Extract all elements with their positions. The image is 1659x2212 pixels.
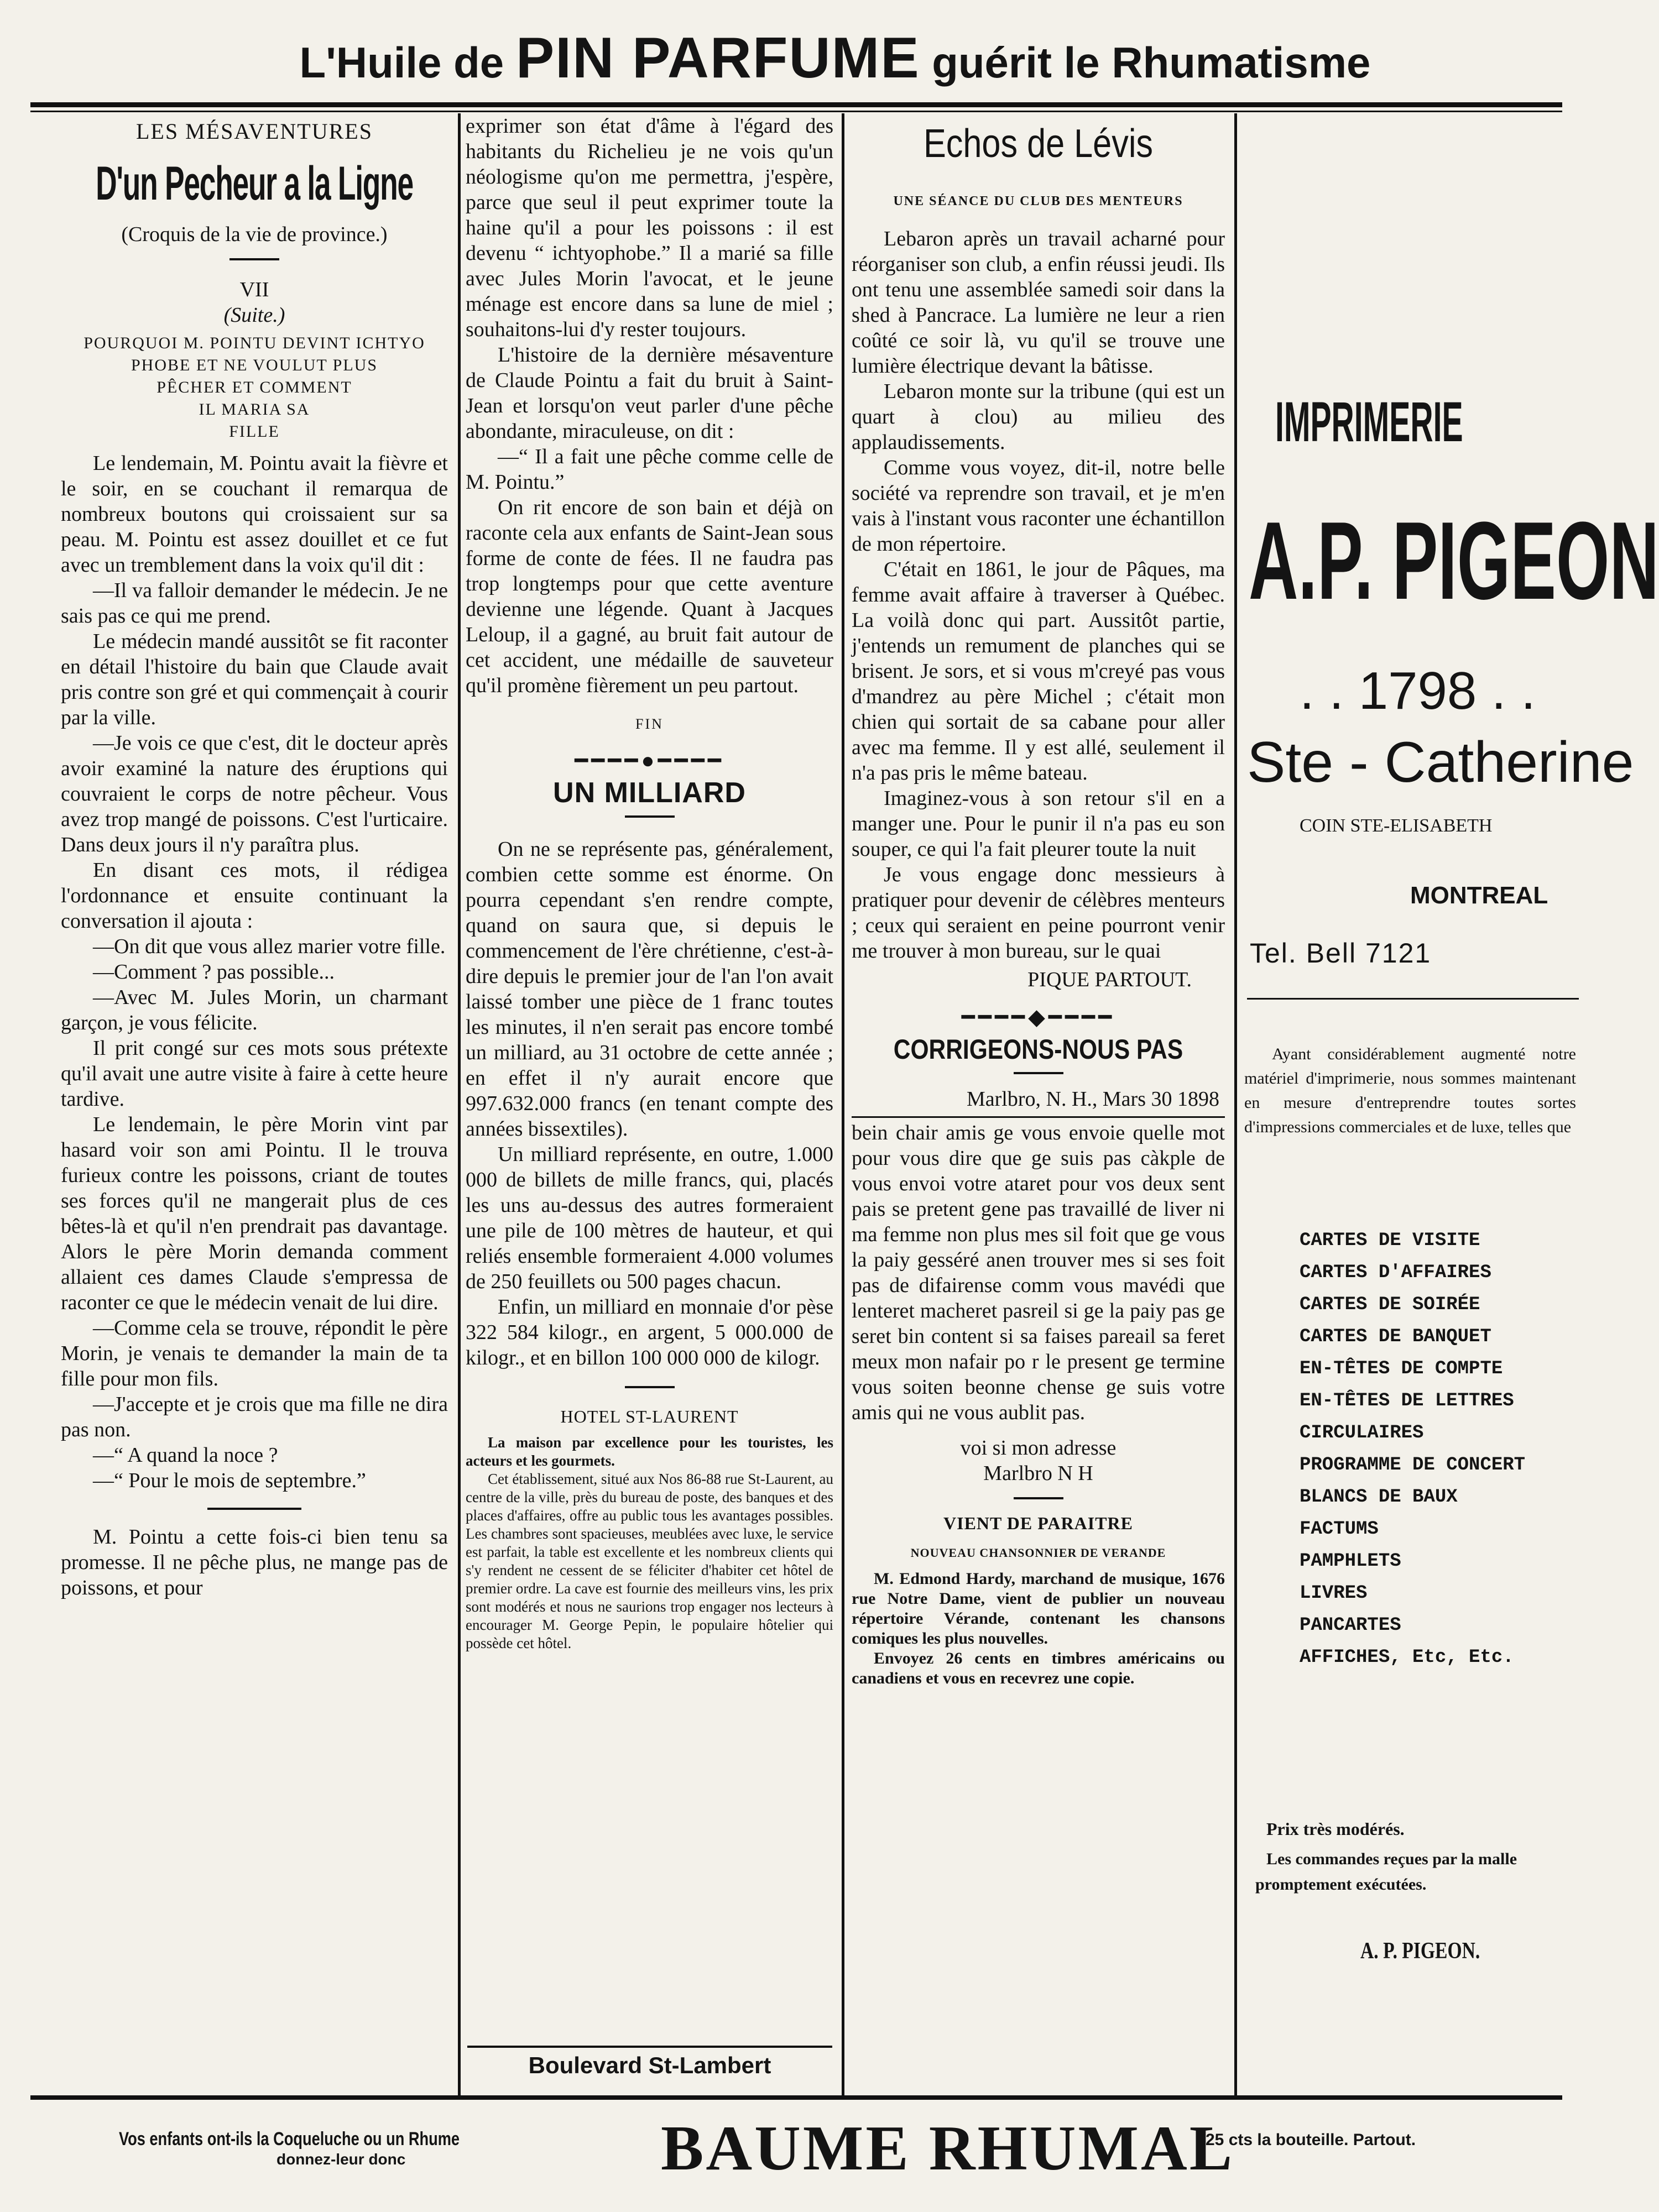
footer-left-text: Vos enfants ont-ils la Coqueluche ou un Rhume	[119, 2129, 460, 2150]
dateline: Marlbro, N. H., Mars 30 1898	[966, 1087, 1219, 1111]
services-list	[1300, 1225, 1587, 1674]
service-item: CARTES DE BANQUET	[1300, 1326, 1491, 1347]
column-divider-2	[842, 113, 844, 2098]
kicker: LES MÉSAVENTURES	[136, 119, 373, 144]
service-item: CIRCULAIRES	[1300, 1423, 1424, 1444]
prices-line: Prix très modérés.	[1266, 1819, 1405, 1839]
intro-text: Ayant considérablement augmenté notre matériel d'imprimerie, nous sommes maintenant en mesure d'entreprendre toutes sortes d'impressions commerciales et de luxe, telles que	[1244, 1045, 1576, 1136]
letter-text: bein chair amis ge vous envoie quelle mot pour vous dire que ge suis pas càkple de vous envoi votre ataret pour vos deux sent pais se pretent gene pas travaillé de liver ni ma femme non plus mes sil foit que ge vous la paiy gesséré anen trouver mes si ses foit pas de difairense comm vous mavédi que lenteret macheret pasreil si ge la paiy pas ge seret bin content si sa faises pareail sa feret meux mon nafair po r le present ge termine vous soiten beonne chense ge suis votre amis qui ne vous aublit pas.	[852, 1121, 1225, 1424]
echos-title: Echos de Lévis	[923, 122, 1154, 166]
paragraph: —Il va falloir demander le médecin. Je ne sais pas ce qui me prend.	[61, 579, 448, 627]
chapter-number: VII	[239, 278, 269, 301]
corner-line: COIN STE-ELISABETH	[1300, 815, 1493, 836]
vient-ad	[852, 1569, 1225, 1688]
service-item: PAMPHLETS	[1300, 1551, 1401, 1572]
fin-label: FIN	[635, 716, 664, 732]
paragraph: exprimer son état d'âme à l'égard des habitants du Richelieu je ne vois qu'un néologisme qu'on me permettra, j'espère, parce que seul il peut exprimer toute la haine qu'il a pour les poissons : il est devenu “ ichtyophobe.” Il a marié sa fille avec Jules Morin l'avocat, et le jeune ménage est encore dans sa lune de miel ; souhaitons-lui d'y rester toujours.	[466, 114, 833, 341]
divider-short	[1014, 1497, 1063, 1499]
banner-part3: guérit le Rhumatisme	[932, 38, 1371, 87]
top-banner	[199, 22, 1471, 94]
paragraph: —Comme cela se trouve, répondit le père Morin, je venais te demander la main de ta fille pour mon fils.	[61, 1316, 448, 1390]
paragraph: L'histoire de la dernière mésaventure de Claude Pointu a fait du bruit à Saint-Jean et lorsqu'on veut parler d'une pêche abondante, miraculeuse, on dit :	[466, 343, 833, 443]
corrigeons-title: CORRIGEONS-NOUS PAS	[893, 1034, 1183, 1065]
address: Marlbro N H	[983, 1462, 1093, 1485]
street-name: Ste - Catherine	[1247, 730, 1634, 794]
column-3	[852, 119, 1225, 1688]
divider-short	[207, 1508, 301, 1510]
banner-part1: L'Huile de	[299, 38, 504, 87]
city-line: MONTREAL	[1410, 882, 1548, 909]
paragraph: Comme vous voyez, dit-il, notre belle société va reprendre son travail, et je m'en vais à l'instant vous raconter une échantillon de mon répertoire.	[852, 456, 1225, 556]
footer-right-text: 25 cts la bouteille. Partout.	[1206, 2131, 1416, 2149]
divider-short	[229, 258, 279, 260]
paragraph: Le lendemain, le père Morin vint par hasard voir son ami Pointu. Il le trouva furieux contre les poissons, criant de toutes ses forces qu'il ne mangerait plus de ces bêtes-là et qu'il n'en prendrait pas davantage. Alors le père Morin demanda comment allaient ces dames Claude s'empressa de raconter ce que le médecin venait de lui dire.	[61, 1113, 448, 1314]
paragraph: Envoyez 26 cents en timbres américains ou canadiens et vous en recevrez une copie.	[852, 1649, 1225, 1687]
paragraph: —Comment ? pas possible...	[93, 960, 335, 984]
footer-ad	[0, 2095, 1563, 2189]
paragraph: En disant ces mots, il rédigea l'ordonnance et ensuite continuant la conversation il ajouta :	[61, 859, 448, 933]
paragraph: Cet établissement, situé aux Nos 86-88 rue St-Laurent, au centre de la ville, près du bureau de poste, des banques et des places d'affaires, offre au public tous les avantages possibles. Les chambres sont spacieuses, meublées avec luxe, le service est parfait, la table est excellente et les nombreux clients qui s'y rendent ne cessent de se féliciter d'habiter cet hôtel de premier ordre. La cave est fournie des meilleurs vins, les prix sont modérés et nous ne saurions trop engager nos lecteurs à encourager M. George Pepin, le populaire hôtelier qui possède cet hôtel.	[466, 1471, 833, 1651]
boulevard-line: Boulevard St-Lambert	[528, 2052, 771, 2078]
ornament-divider: ━━━━●━━━━	[575, 748, 724, 773]
paragraph: M. Edmond Hardy, marchand de musique, 1676 rue Notre Dame, vient de publier un nouveau répertoire Vérande, contenant les chansons comiques les plus nouvelles.	[852, 1570, 1225, 1648]
telephone: Tel. Bell 7121	[1250, 938, 1432, 969]
service-item: PANCARTES	[1300, 1615, 1401, 1636]
orders-line: Les commandes reçues par la malle promptement exécutées.	[1255, 1850, 1517, 1894]
hotel-title: HOTEL ST-LAURENT	[560, 1406, 739, 1426]
chapter-title-line: PÊCHER ET COMMENT	[156, 378, 352, 396]
hotel-ad	[466, 1434, 833, 1653]
paragraph: —“ Il a fait une pêche comme celle de M. Pointu.”	[466, 445, 833, 494]
banner-part2: PIN PARFUME	[515, 26, 920, 90]
paragraph: La maison par excellence pour les touristes, les acteurs et les gourmets.	[466, 1434, 833, 1469]
street-number: . . 1798 . .	[1300, 661, 1536, 720]
paragraph: —“ Pour le mois de septembre.”	[93, 1469, 366, 1492]
column-divider-3	[1234, 113, 1237, 2098]
suite-label: (Suite.)	[223, 304, 285, 327]
ad-rule	[1247, 998, 1579, 1000]
paragraph: —Je vois ce que c'est, dit le docteur après avoir examiné la nature des éruptions qui couvraient le corps de notre pêcheur. Vous avez trop mangé de poissons. C'est l'urticaire. Dans deux jours il n'y paraîtra plus.	[61, 731, 448, 856]
vient-subtitle: NOUVEAU CHANSONNIER DE VERANDE	[910, 1546, 1166, 1560]
paragraph: —Avec M. Jules Morin, un charmant garçon, je vous félicite.	[61, 986, 448, 1034]
milliard-title: UN MILLIARD	[553, 777, 746, 809]
chapter-title-line: PHOBE ET NE VOULUT PLUS	[131, 356, 378, 374]
vient-title: VIENT DE PARAITRE	[943, 1513, 1133, 1533]
paragraph: Je vous engage donc messieurs à pratiquer pour devenir de célèbres menteurs ; ceux qui seraient en peine pourront venir me trouver à mon bureau, sur le quai	[852, 863, 1225, 963]
service-item: EN-TÊTES DE LETTRES	[1300, 1390, 1514, 1411]
footer-left-text-2: donnez-leur donc	[276, 2151, 406, 2168]
paragraph: Lebaron monte sur la tribune (qui est un quart à clou) au milieu des applaudissements.	[852, 380, 1225, 454]
service-item: AFFICHES, Etc, Etc.	[1300, 1647, 1514, 1668]
ornament-divider: ━━━━◆━━━━	[961, 1005, 1115, 1029]
service-item: CARTES D'AFFAIRES	[1300, 1262, 1491, 1283]
divider-short	[625, 1386, 675, 1388]
column-1	[61, 119, 448, 1601]
paragraph: —On dit que vous allez marier votre fille.	[93, 935, 446, 958]
paragraph: Un milliard représente, en outre, 1.000 000 de billets de mille francs, qui, placés les uns au-dessus des autres formeraient une pile de 100 mètres de hauteur, et qui reliés ensemble formeraient 4.000 volumes de 250 feuillets ou 500 pages chacun.	[466, 1143, 833, 1293]
paragraph: C'était en 1861, le jour de Pâques, ma femme avait affaire à traverser à Québec. La voilà donc qui part. Aussitôt partie, j'entends un remument de planches qui se brisent. Je sors, et si vous m'creyé pas vous d'mandrez au père Michel ; c'était mon chien qui sortait de sa cabane pour aller avec ma femme. Il y est allé, seulement il n'a pas pris le même bateau.	[852, 558, 1225, 785]
chapter-title-line: POURQUOI M. POINTU DEVINT ICHTYO	[84, 334, 425, 352]
paragraph: Le lendemain, M. Pointu avait la fièvre et le soir, en se couchant il remarqua de nombreux boutons qui croissaient sur sa peau. M. Pointu est assez douillet et ce fut avec un tremblement dans la voix qu'il dit :	[61, 452, 448, 577]
imprimerie-heading: IMPRIMERIE	[1275, 390, 1463, 453]
column-4-ad	[1244, 113, 1659, 2098]
paragraph: M. Pointu a cette fois-ci bien tenu sa promesse. Il ne pêche plus, ne mange pas de poissons, et pour	[61, 1525, 448, 1599]
chapter-title	[61, 332, 448, 443]
column-divider-1	[458, 113, 461, 2098]
paragraph: Il prit congé sur ces mots sous prétexte qu'il avait une autre visite à faire à cette heure tardive.	[61, 1037, 448, 1111]
service-item: CARTES DE VISITE	[1300, 1230, 1480, 1251]
hotel-bottom-rule	[467, 2046, 832, 2048]
chapter-title-line: FILLE	[229, 422, 280, 441]
paragraph: Le médecin mandé aussitôt se fit raconter en détail l'histoire du bain que Claude avait pris contre son gré et qui commençait à courir par la ville.	[61, 630, 448, 729]
column-2	[466, 113, 833, 1653]
footer-brand: BAUME RHUMAL	[661, 2113, 1235, 2184]
headline: D'un Pecheur a la Ligne	[96, 157, 413, 210]
letter-rule	[852, 1116, 1225, 1118]
top-rule	[30, 102, 1562, 107]
paragraph: Imaginez-vous à son retour s'il en a manger une. Pour le punir il n'a pas eu son souper, ce qui l'a fait pleurer toute la nuit	[852, 787, 1225, 861]
service-item: CARTES DE SOIRÉE	[1300, 1294, 1480, 1315]
paragraph: —“ A quand la noce ?	[93, 1444, 278, 1467]
address-intro: voi si mon adresse	[960, 1436, 1117, 1460]
ad-signature: A. P. PIGEON.	[1360, 1938, 1480, 1964]
echos-subhead: UNE SÉANCE DU CLUB DES MENTEURS	[893, 194, 1183, 208]
service-item: PROGRAMME DE CONCERT	[1300, 1455, 1526, 1476]
divider-short	[625, 815, 675, 818]
service-item: EN-TÊTES DE COMPTE	[1300, 1358, 1503, 1379]
paragraph: On rit encore de son bain et déjà on raconte cela aux enfants de Saint-Jean sous forme de conte de fées. Il ne faudra pas trop longtemps pour que cette aventure devienne une légende. Quant à Jacques Leloup, il a gagné, au bruit fait autour de cet accident, une médaille de sauveteur qu'il promène fièrement un peu partout.	[466, 496, 833, 697]
chapter-title-line: IL MARIA SA	[199, 400, 310, 419]
paragraph: Lebaron après un travail acharné pour réorganiser son club, a enfin réussi jeudi. Ils ont tenu une assemblée samedi soir dans la shed à Pancrace. La lumière ne leur a rien coûté ce soir là, vu qu'il se trouve une lumière électrique devant la bâtisse.	[852, 227, 1225, 378]
signature-pique: PIQUE PARTOUT.	[1027, 968, 1192, 991]
service-item: FACTUMS	[1300, 1519, 1379, 1540]
paragraph: On ne se représente pas, généralement, combien cette somme est énorme. On pourra cependant s'en rendre compte, quand on saura que, si depuis le commencement de l'ère chrétienne, c'est-à-dire depuis le premier jour de l'an l'on avait laissé tomber une pièce de 1 franc toutes les minutes, il n'en serait pas encore tombé un milliard, au 31 octobre de cette année ; en effet il n'y aurait encore que 997.632.000 francs (en tenant compte des années bissextiles).	[466, 838, 833, 1141]
service-item: LIVRES	[1300, 1583, 1368, 1604]
paragraph: —J'accepte et je crois que ma fille ne dira pas non.	[61, 1393, 448, 1441]
top-rule-thin	[30, 111, 1562, 112]
subtitle: (Croquis de la vie de province.)	[121, 223, 388, 246]
company-name: A.P. PIGEON	[1249, 499, 1659, 623]
divider-short	[1014, 1072, 1063, 1074]
service-item: BLANCS DE BAUX	[1300, 1487, 1458, 1508]
paragraph: Enfin, un milliard en monnaie d'or pèse 322 584 kilogr., en argent, 5 000.000 de kilogr., et en billon 100 000 000 de kilogr.	[466, 1295, 833, 1369]
